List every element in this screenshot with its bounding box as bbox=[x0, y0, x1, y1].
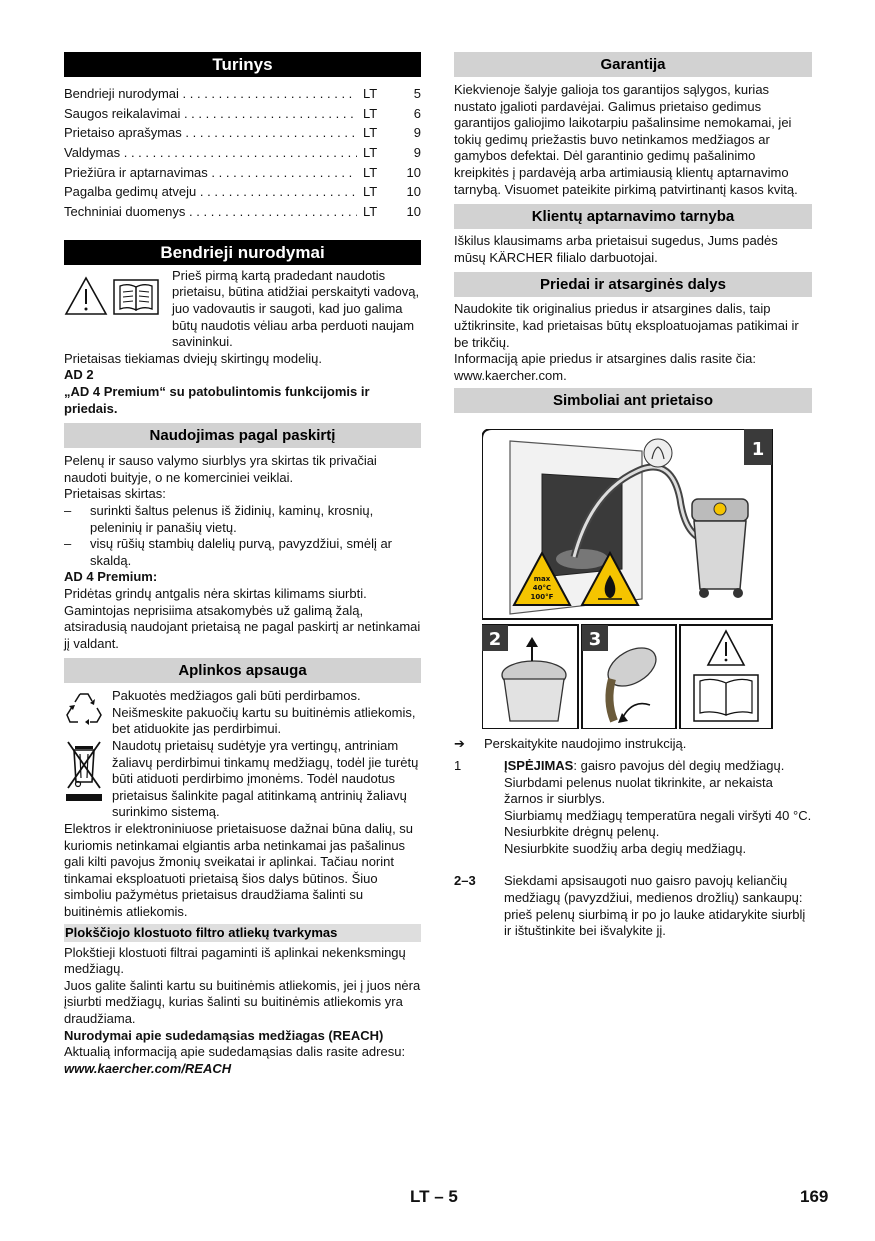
temp-c-label: 40°C bbox=[532, 584, 552, 593]
temp-f-label: 100°F bbox=[530, 593, 554, 602]
filter-p1: Plokštieji klostuoti filtrai pagaminti iš aplinkai nekenksmingų medžiagų. bbox=[64, 944, 406, 977]
environment-p2: Naudotų prietaisų sudėtyje yra vertingų, antriniam žaliavų perdirbimui tinkamų medžiagų, todėl jie turėtų būti atiduoti perdirbimo įmonėms. Todėl naudotus prietaisus šalinkite pagal atitinkamą antrinių žaliavų surinkimo sistemą. bbox=[112, 738, 419, 820]
usage-premium-label: AD 4 Premium: bbox=[64, 569, 158, 585]
environment-p3: Elektros ir elektroniniuose prietaisuose dažnai būna dalių, su kuriomis netinkamai elgiantis arba netinkamai jas pašalinus gali kilti pavojus žmonių sveikatai ir aplinkai. Tačiau norint tinkamai eksploatuoti prietaisą šios dalys būtinos. Šiuo simboliu pažymėtus prietaisus draudžiama šalinti su buitinėmis atliekomis. bbox=[64, 821, 414, 919]
model-ad4: „AD 4 Premium“ su patobulintomis funkcijomis ir priedais. bbox=[64, 383, 370, 416]
toc-entry[interactable]: Prietaiso aprašymas . . . LT 9 bbox=[64, 123, 421, 143]
service-text: Iškilus klausimams arba prietaisui sugedus, Jums padės mūsų KÄRCHER filialo darbuotojai. bbox=[454, 233, 778, 265]
service-title: Klientų aptarnavimo tarnyba bbox=[454, 204, 812, 229]
temp-max-label: max bbox=[533, 575, 551, 584]
warranty-title: Garantija bbox=[454, 52, 812, 77]
toc-entry[interactable]: Saugos reikalavimai . . . LT 6 bbox=[64, 104, 421, 124]
environment-p1: Pakuotės medžiagos gali būti perdirbamos. Neišmeskite pakuočių kartu su buitinėmis atliekomis, bet atiduokite jas perdirbimui. bbox=[112, 688, 416, 737]
usage-bullet: – surinkti šaltus pelenus iš židinių, kaminų, krosnių, peleninių ir panašių vietų. bbox=[64, 502, 374, 535]
toc-entry[interactable]: Pagalba gedimų atveju . . . LT 10 bbox=[64, 182, 421, 202]
general-title: Bendrieji nurodymai bbox=[64, 240, 421, 265]
environment-recycle-block bbox=[64, 688, 421, 738]
warning-triangle-icon bbox=[64, 274, 164, 318]
accessories-p1: Naudokite tik originalius priedus ir atsargines dalis, taip užtikrinsite, kad prietaisas būtų eksploatuojamas patikimai ir be trikčių. bbox=[454, 301, 799, 350]
footer-section: LT – 5 bbox=[410, 1187, 458, 1206]
environment-title: Aplinkos apsauga bbox=[64, 658, 421, 683]
general-intro: Prieš pirmą kartą pradedant naudotis prietaisu, būtina atidžiai perskaityti vadovą, juo vadovautis ir saugoti, kad juo galima būtų naudotis vėliau arba perduoti naujam savininkui. bbox=[172, 267, 420, 350]
warranty-text: Kiekvienoje šalyje galioja tos garantijos sąlygos, kurias nustato įgalioti pardavėjai. Galimus prietaiso gedimus garantijos galiojimo laikotarpiu pašalinsime nemokamai, jei tokių gedimų priežastis buvo netinkamos medžiagos ar gamybos defektai. Dėl garantinio gedimų pašalinimo kreipkitės į pardavėją arba artimiausią klientų aptarnavimo tarnybą. Visuomet pateikite pirkimą patvirtinantį kasos kvitą. bbox=[454, 82, 798, 197]
usage-liability: Gamintojas neprisiima atsakomybės už galimą žalą, atsiradusią naudojant prietaisą ne pagal paskirtį ar netinkamai jį valdant. bbox=[64, 602, 421, 651]
read-manual-note: ➔ Perskaitykite naudojimo instrukciją. bbox=[454, 736, 687, 752]
symbols-title: Simboliai ant prietaiso bbox=[454, 388, 812, 413]
toc-title: Turinys bbox=[64, 52, 421, 77]
left-column bbox=[64, 52, 421, 1077]
usage-premium-text: Pridėtas grindų antgalis nėra skirtas kilimams siurbti. bbox=[64, 585, 367, 601]
general-intro-block bbox=[64, 268, 421, 351]
accessories-title: Priedai ir atsarginės dalys bbox=[454, 272, 812, 297]
reach-title: Nurodymai apie sudedamąsias medžiagas (REACH) bbox=[64, 1027, 384, 1043]
usage-p2: Prietaisas skirtas: bbox=[64, 486, 166, 502]
filter-p2: Juos galite šalinti kartu su buitinėmis atliekomis, jei į juos nėra įsiurbti medžiagų, kurias šalinti su buitinėmis atliekomis yra draudžiama. bbox=[64, 977, 421, 1026]
badge-3: 3 bbox=[588, 629, 602, 651]
right-column bbox=[454, 52, 812, 940]
read-manual-icon bbox=[114, 280, 158, 314]
environment-weee-block bbox=[64, 738, 421, 821]
toc-entry[interactable]: Priežiūra ir aptarnavimas . . . LT 10 bbox=[64, 163, 421, 183]
manual-icons bbox=[64, 268, 172, 351]
usage-title: Naudojimas pagal paskirtį bbox=[64, 423, 421, 448]
toc-entry[interactable]: Bendrieji nurodymai . . . LT 5 bbox=[64, 84, 421, 104]
reach-text: Aktualią informaciją apie sudedamąsias dalis rasite adresu: bbox=[64, 1044, 406, 1060]
usage-bullet: – visų rūšių stambių dalelių purvą, pavyzdžiui, smėlį ar skaldą. bbox=[64, 536, 393, 568]
warning-1: 1 ĮSPĖJIMAS: gaisro pavojus dėl degių medžiagų. Siurbdami pelenus nuolat tikrinkite, ar nekaista žarnos ir siurblys. Siurbiamų medžiagų temperatūra negali viršyti 40 °C. Nesiurbkite drėgnų pelenų. Nesiurbkite suodžių arba degių medžiagų. bbox=[454, 757, 812, 856]
filter-title: Plokščiojo klostuoto filtro atliekų tvarkymas bbox=[64, 924, 421, 942]
toc-entry[interactable]: Valdymas . . . LT 9 bbox=[64, 143, 421, 163]
warning-2-3: 2–3 Siekdami apsisaugoti nuo gaisro pavojų keliančių medžiagų (pavyzdžiui, medienos drožlių) sankaupų: prieš pelenų siurbimą ir po jo lauke atidarykite siurblį ir ištuštinkite bei išvalykite jį. bbox=[454, 873, 806, 939]
model-ad2: AD 2 bbox=[64, 367, 94, 383]
footer-page-number: 169 bbox=[800, 1187, 829, 1206]
toc-list bbox=[64, 84, 421, 222]
usage-p1: Pelenų ir sauso valymo siurblys yra skirtas tik privačiai naudoti buityje, o ne komerciniei veiklai. bbox=[64, 453, 377, 485]
toc-entry[interactable]: Techniniai duomenys . . . LT 10 bbox=[64, 202, 421, 222]
arrow-right-icon: ➔ bbox=[454, 736, 465, 752]
badge-2: 2 bbox=[488, 629, 502, 651]
accessories-p2: Informaciją apie priedus ir atsargines dalis rasite čia: www.kaercher.com. bbox=[454, 351, 757, 383]
device-symbols-figure bbox=[482, 429, 782, 729]
badge-1: 1 bbox=[751, 439, 765, 461]
reach-link[interactable]: www.kaercher.com/REACH bbox=[64, 1060, 232, 1076]
general-models: Prietaisas tiekiamas dviejų skirtingų modelių. bbox=[64, 350, 322, 366]
crossed-bin-icon bbox=[64, 738, 112, 821]
recycle-icon bbox=[64, 688, 112, 738]
warning-label: ĮSPĖJIMAS bbox=[504, 757, 574, 773]
